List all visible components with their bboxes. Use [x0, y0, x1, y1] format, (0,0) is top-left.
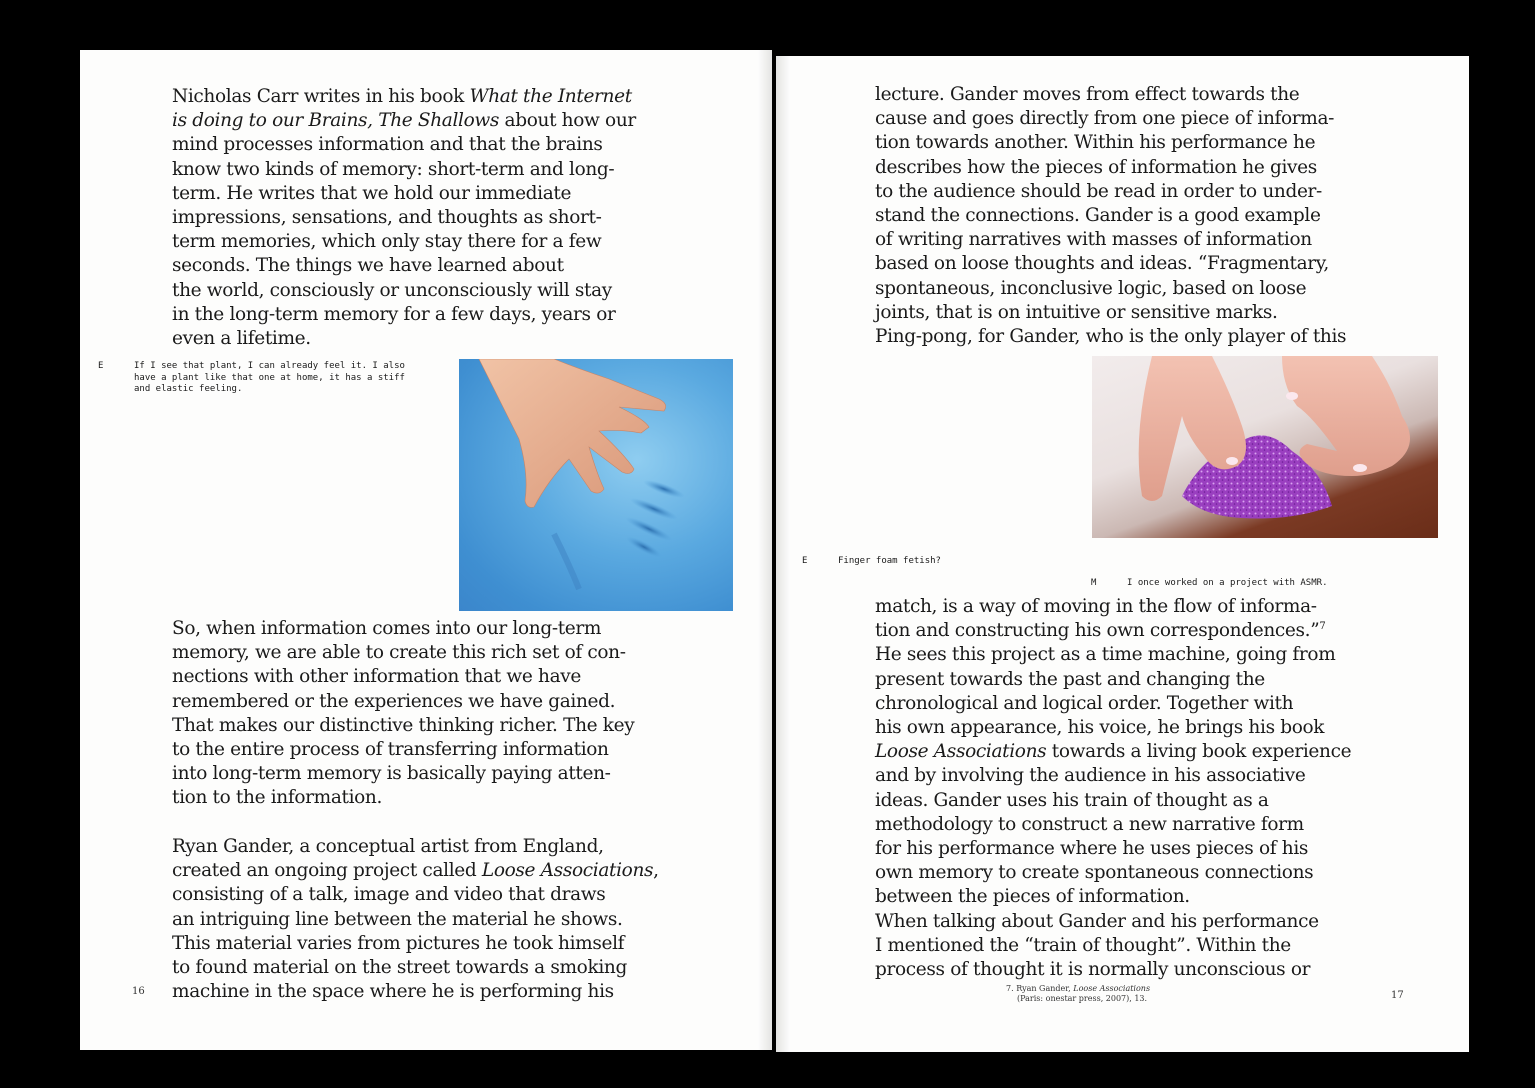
- left-p3-line: to found material on the street towards a smoking: [172, 957, 627, 979]
- margin-note-line: and elastic feeling.: [134, 384, 243, 394]
- right-p2-line: and by involving the audience in his associative: [875, 765, 1306, 787]
- footnote-7: [1006, 984, 1150, 1003]
- right-p2-line: Loose Associations towards a living book experience: [875, 741, 1352, 763]
- margin-note-line: If I see that plant, I can already feel it. I also: [134, 361, 405, 371]
- gutter-shadow-left: [758, 50, 772, 1050]
- left-p2-line: tion to the information.: [172, 787, 383, 809]
- italic-title: is doing to our Brains, The Shallows: [172, 110, 500, 132]
- left-p3-line: an intriguing line between the material he shows.: [172, 908, 623, 930]
- italic-title: Loose Associations: [875, 741, 1047, 763]
- right-p1-line: of writing narratives with masses of information: [875, 229, 1312, 251]
- footnote-title: Loose Associations: [1073, 984, 1151, 993]
- right-p2-line: chronological and logical order. Together with: [875, 692, 1294, 714]
- footnote-marker: 7: [1319, 621, 1326, 633]
- left-p1-line: in the long-term memory for a few days, years or: [172, 303, 616, 325]
- right-p2-line: methodology to construct a new narrative form: [875, 813, 1304, 835]
- left-p2-line: into long-term memory is basically paying atten-: [172, 763, 611, 785]
- left-p1-line: seconds. The things we have learned about: [172, 255, 564, 277]
- note-tag-e-left: E: [98, 361, 104, 371]
- margin-note-asmr: I once worked on a project with ASMR.: [1127, 578, 1328, 588]
- right-p2-line: between the pieces of information.: [875, 886, 1190, 908]
- left-p1-line: even a lifetime.: [172, 328, 311, 350]
- right-p1-line: Ping-pong, for Gander, who is the only player of this: [875, 326, 1347, 348]
- left-p1-line: term memories, which only stay there for a few: [172, 231, 602, 253]
- left-p2-line: to the entire process of transferring information: [172, 739, 609, 761]
- right-paragraph-2: [875, 595, 1351, 982]
- left-p1-line: term. He writes that we hold our immediate: [172, 182, 572, 204]
- right-p1-line: describes how the pieces of information he gives: [875, 156, 1317, 178]
- footnote-author: Ryan Gander,: [1016, 984, 1074, 993]
- right-p1-line: stand the connections. Gander is a good example: [875, 205, 1321, 227]
- right-p1-line: to the audience should be read in order to under-: [875, 180, 1322, 202]
- left-p1-line: know two kinds of memory: short-term and long-: [172, 158, 615, 180]
- photo-hand-in-blue-foam: [459, 359, 733, 611]
- left-p1-line: impressions, sensations, and thoughts as short-: [172, 207, 602, 229]
- right-p1-line: cause and goes directly from one piece of informa-: [875, 108, 1335, 130]
- right-p2-line: for his performance where he uses pieces of his: [875, 838, 1309, 860]
- left-p3-line: Ryan Gander, a conceptual artist from England,: [172, 836, 604, 857]
- photo-hands-kneading-dough: [1092, 356, 1438, 538]
- left-page: [80, 50, 772, 1050]
- margin-note-line: have a plant like that one at home, it has a stiff: [134, 372, 405, 383]
- right-p2-line: When talking about Gander and his performance: [875, 910, 1319, 932]
- right-p2-line: match, is a way of moving in the flow of informa-: [875, 596, 1317, 617]
- left-p1-line: is doing to our Brains, The Shallows about how our: [172, 110, 636, 132]
- left-p3-line: created an ongoing project called Loose Associations,: [172, 860, 659, 882]
- left-paragraph-3: [172, 835, 659, 1004]
- hand-foam-illustration: [459, 359, 733, 611]
- footnote-number: 7.: [1006, 984, 1014, 993]
- right-p2-line: ideas. Gander uses his train of thought as a: [875, 789, 1269, 811]
- right-p2-line: tion and constructing his own correspondences.”$^7$: [875, 620, 1326, 642]
- italic-title: Loose Associations: [481, 860, 654, 882]
- left-p1-line: the world, consciously or unconsciously will stay: [172, 279, 612, 301]
- margin-note-plant: [134, 361, 405, 396]
- right-p2-line: his own appearance, his voice, he brings his book: [875, 717, 1325, 739]
- right-p1-line: spontaneous, inconclusive logic, based on loose: [875, 277, 1307, 299]
- left-p3-line: This material varies from pictures he took himself: [172, 932, 625, 954]
- margin-note-finger-foam: Finger foam fetish?: [838, 556, 941, 566]
- left-p2-line: That makes our distinctive thinking richer. The key: [172, 714, 635, 736]
- note-tag-m: M: [1091, 578, 1097, 588]
- right-p2-line: process of thought it is normally unconscious or: [875, 959, 1311, 981]
- right-p2-line: present towards the past and changing the: [875, 668, 1265, 690]
- left-p3-line: machine in the space where he is performing his: [172, 981, 614, 1003]
- right-p2-line: He sees this project as a time machine, going from: [875, 644, 1336, 666]
- page-number-right: 17: [1391, 990, 1404, 1001]
- note-tag-e-right: E: [802, 556, 808, 566]
- left-p2-line: memory, we are able to create this rich set of con-: [172, 642, 626, 664]
- left-paragraph-1: [172, 85, 636, 351]
- gutter-shadow-right: [776, 56, 790, 1052]
- left-p2-line: remembered or the experiences we have gained.: [172, 690, 616, 712]
- right-p1-line: lecture. Gander moves from effect towards the: [875, 84, 1300, 105]
- dough-illustration: [1092, 356, 1438, 538]
- right-p1-line: tion towards another. Within his performance he: [875, 132, 1316, 154]
- left-p1-line: Nicholas Carr writes in his book What the Internet: [172, 86, 632, 107]
- right-p1-line: joints, that is on intuitive or sensitive marks.: [875, 301, 1278, 323]
- right-p2-line: I mentioned the “train of thought”. Within the: [875, 934, 1291, 956]
- right-p1-line: based on loose thoughts and ideas. “Fragmentary,: [875, 253, 1329, 275]
- left-p1-line: mind processes information and that the brains: [172, 134, 603, 156]
- right-p2-line: own memory to create spontaneous connections: [875, 862, 1314, 884]
- page-number-left: 16: [132, 986, 145, 997]
- right-page: [776, 56, 1469, 1052]
- left-paragraph-2: [172, 617, 634, 811]
- footnote-publisher: (Paris: onestar press, 2007), 13.: [1017, 993, 1148, 1003]
- italic-title: What the Internet: [469, 86, 632, 107]
- right-paragraph-1: [875, 83, 1346, 349]
- left-p2-line: So, when information comes into our long-term: [172, 618, 602, 639]
- left-p2-line: nections with other information that we have: [172, 666, 581, 688]
- left-p3-line: consisting of a talk, image and video that draws: [172, 884, 606, 906]
